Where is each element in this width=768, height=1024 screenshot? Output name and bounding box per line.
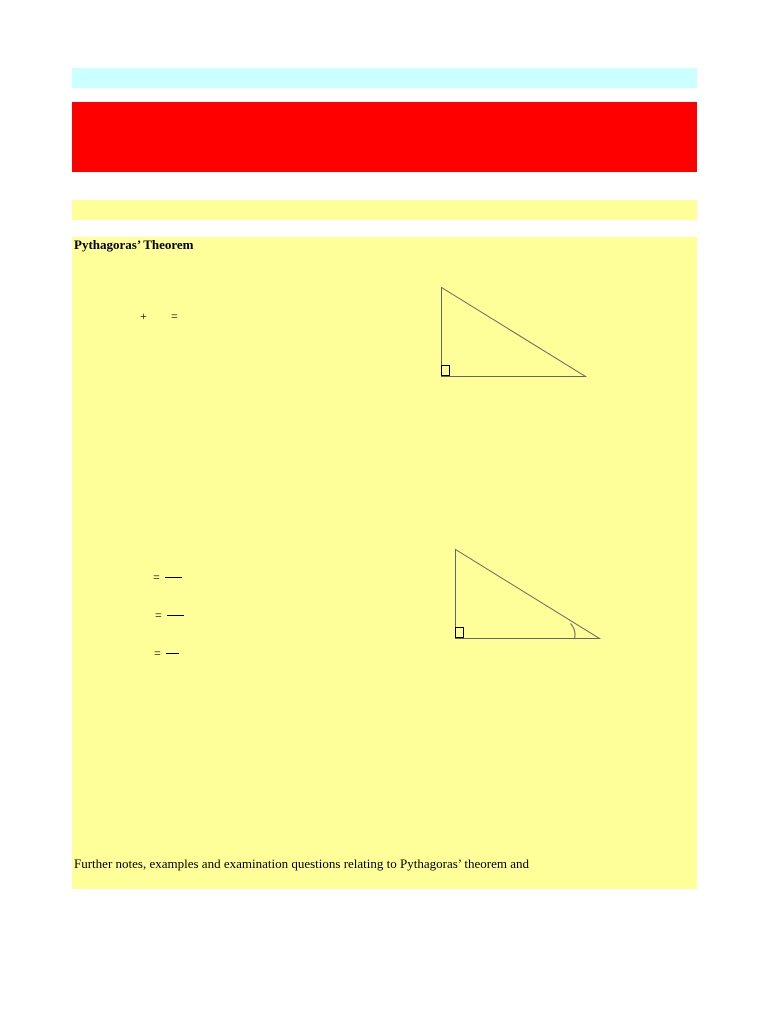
formula-plus-sign: + bbox=[140, 309, 147, 323]
ratio-2-equals-sign: = bbox=[155, 608, 162, 622]
further-notes-text: Further notes, examples and examination questions relating to Pythagoras’ theorem and bbox=[74, 856, 530, 871]
ratio-1-equals-sign: = bbox=[153, 570, 160, 584]
right-triangle-figure-1 bbox=[438, 285, 588, 377]
yellow-subheader-strip bbox=[72, 200, 697, 220]
ratio-3-equals-sign: = bbox=[154, 646, 161, 660]
right-angle-marker-1 bbox=[442, 366, 450, 376]
red-title-banner bbox=[72, 102, 697, 172]
ratio-1-fraction-bar bbox=[165, 577, 182, 578]
cyan-header-band bbox=[72, 68, 697, 88]
triangle-1-outline bbox=[442, 288, 586, 377]
right-triangle-figure-2 bbox=[452, 547, 602, 639]
section-heading: Pythagoras’ Theorem bbox=[74, 237, 194, 252]
triangle-2-outline bbox=[456, 550, 600, 639]
ratio-3-fraction-bar bbox=[166, 653, 179, 654]
content-panel bbox=[72, 237, 697, 889]
angle-arc bbox=[571, 624, 576, 639]
ratio-2-fraction-bar bbox=[167, 615, 184, 616]
formula-equals-sign: = bbox=[171, 309, 178, 323]
right-angle-marker-2 bbox=[456, 628, 464, 638]
